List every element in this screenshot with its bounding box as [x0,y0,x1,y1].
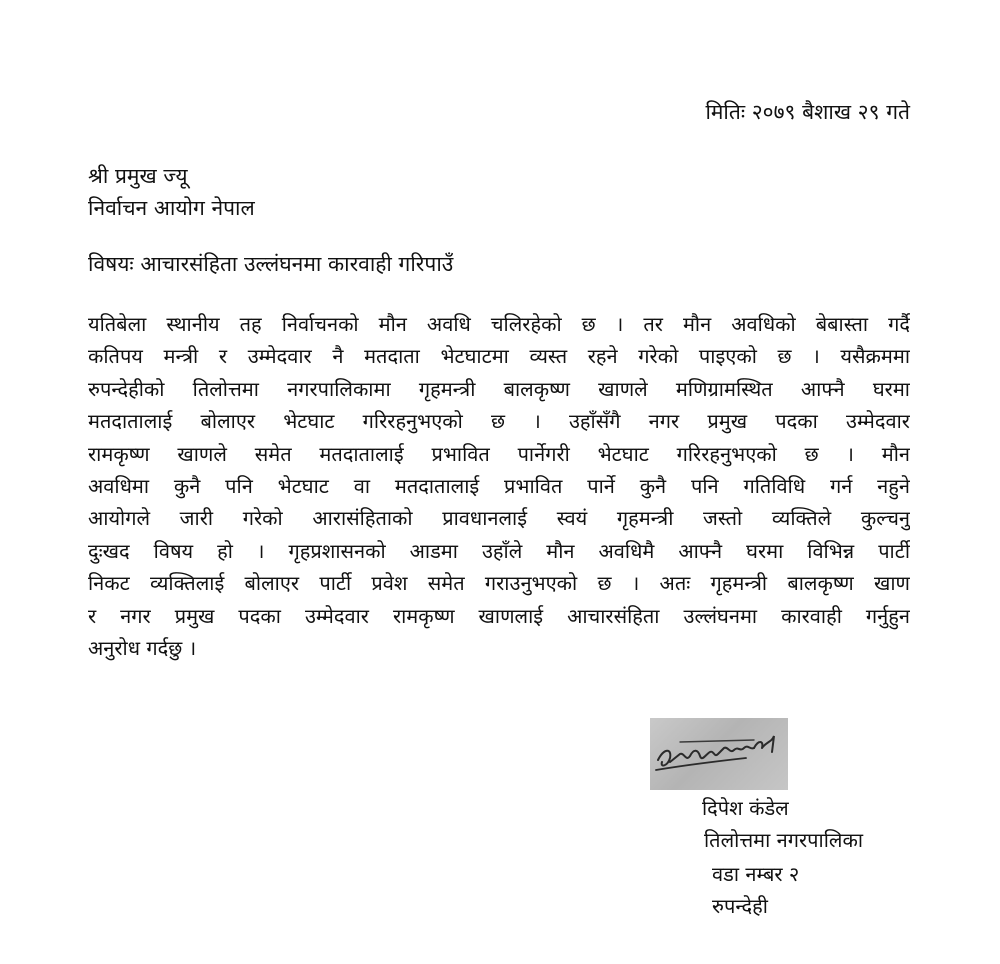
letter-body [88,308,910,664]
body-line: र नगर प्रमुख पदका उम्मेदवार रामकृष्ण खाणलाई आचारसंहिता उल्लंघनमा कारवाही गर्नुहुन [88,603,910,628]
body-line: आयोगले जारी गरेको आरासंहिताको प्रावधानलाई स्वयं गृहमन्त्री जस्तो व्यक्तिले कुल्चनु [88,506,910,531]
body-line: अवधिमा कुनै पनि भेटघाट वा मतदातालाई प्रभावित पार्ने कुनै पनि गतिविधि गर्न नहुने [88,474,910,499]
recipient-title: श्री प्रमुख ज्यू [88,164,188,188]
recipient-block [88,160,255,224]
letter-subject: विषयः आचारसंहिता उल्लंघनमा कारवाही गरिपाउँ [88,252,454,276]
body-line: अनुरोध गर्दछु । [88,636,197,661]
sender-ward: वडा नम्बर २ [712,862,800,886]
sender-municipality: तिलोत्तमा नगरपालिका [704,828,863,852]
body-line: रामकृष्ण खाणले समेत मतदातालाई प्रभावित पार्नेगरी भेटघाट गरिरहनुभएको छ । मौन [88,441,910,466]
signature-scribble [650,718,788,790]
body-line: निकट व्यक्तिलाई बोलाएर पार्टी प्रवेश समेत गराउनुभएको छ । अतः गृहमन्त्री बालकृष्ण खाण [88,571,910,596]
body-line: दुःखद विषय हो । गृहप्रशासनको आडमा उहाँले मौन अवधिमै आफ्नै घरमा विभिन्न पार्टी [88,538,910,563]
sender-name: दिपेश कंडेल [702,796,789,820]
recipient-organization: निर्वाचन आयोग नेपाल [88,196,255,220]
handwritten-signature [650,718,788,790]
body-line: यतिबेला स्थानीय तह निर्वाचनको मौन अवधि चलिरहेको छ । तर मौन अवधिको बेबास्ता गर्दै [88,312,910,336]
body-line: कतिपय मन्त्री र उम्मेदवार नै मतदाता भेटघाटमा व्यस्त रहने गरेको पाइएको छ । यसैक्रममा [88,344,910,369]
letter-date: मितिः २०७९ बैशाख २९ गते [705,100,910,124]
body-line: मतदातालाई बोलाएर भेटघाट गरिरहनुभएको छ । उहाँसँगै नगर प्रमुख पदका उम्मेदवार [88,409,910,434]
body-line: रुपन्देहीको तिलोत्तमा नगरपालिकामा गृहमन्त्री बालकृष्ण खाणले मणिग्रामस्थित आफ्नै घरमा [88,376,910,401]
sender-district: रुपन्देही [712,894,768,918]
